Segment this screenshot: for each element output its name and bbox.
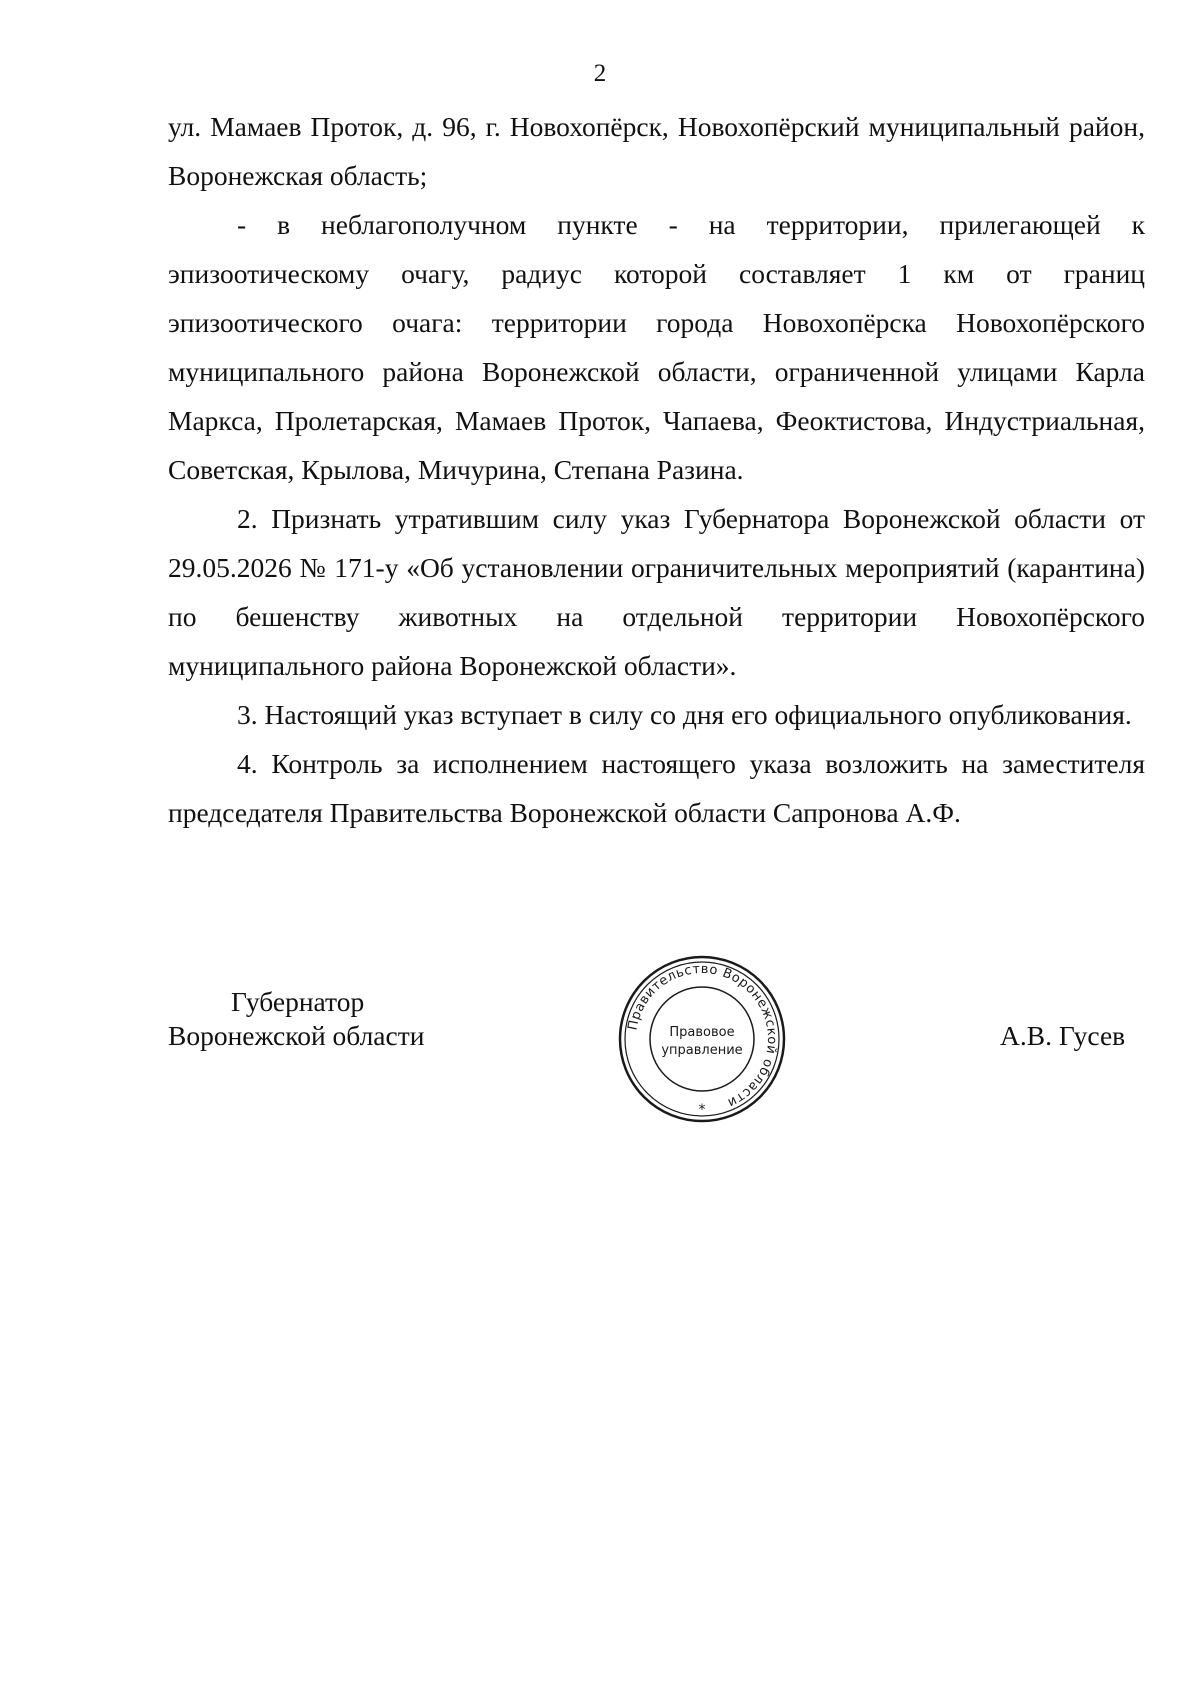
paragraph-item-2: 2. Признать утратившим силу указ Губернатора Воронежской области от 29.05.2026 № 171-у «Об установлении ограничительных мероприятий (карантина) по бешенству животных на отдельной территории Новохопёрского муниципального района Воронежской области».	[168, 503, 1145, 681]
paragraph-item-3: 3. Настоящий указ вступает в силу со дня его официального опубликования.	[237, 699, 1132, 730]
signatory-title-line1: Губернатор	[231, 986, 365, 1017]
paragraph-unfavorable-point: - в неблагополучном пункте - на территории, прилегающей к эпизоотическому очагу, радиус которой составляет 1 км от границ эпизоотического очага: территории города Новохопёрска Новохопёрского муниципального района Воронежской области, ограниченной улицами Карла Маркса, Пролетарская, Мамаев Проток, Чапаева, Феоктистова, Индустриальная, Советская, Крылова, Мичурина, Степана Разина.	[168, 209, 1145, 485]
signatory-title-line2: Воронежской области	[168, 1020, 425, 1051]
svg-text:управление: управление	[661, 1043, 743, 1058]
signatory-name: А.В. Гусев	[1000, 1020, 1126, 1051]
paragraph-item-4: 4. Контроль за исполнением настоящего указа возложить на заместителя председателя Правительства Воронежской области Сапронова А.Ф.	[168, 748, 1145, 828]
page-number: 2	[593, 60, 607, 87]
svg-text:*: *	[698, 1102, 706, 1118]
document-body	[168, 102, 1145, 837]
signatory-title	[168, 985, 424, 1053]
svg-text:Правовое: Правовое	[669, 1025, 735, 1040]
official-stamp	[617, 954, 787, 1124]
paragraph-address-continuation: ул. Мамаев Проток, д. 96, г. Новохопёрск, Новохопёрский муниципальный район, Воронежская область;	[168, 111, 1145, 191]
svg-text:Правительство Воронежской обла: Правительство Воронежской области	[625, 961, 780, 1111]
